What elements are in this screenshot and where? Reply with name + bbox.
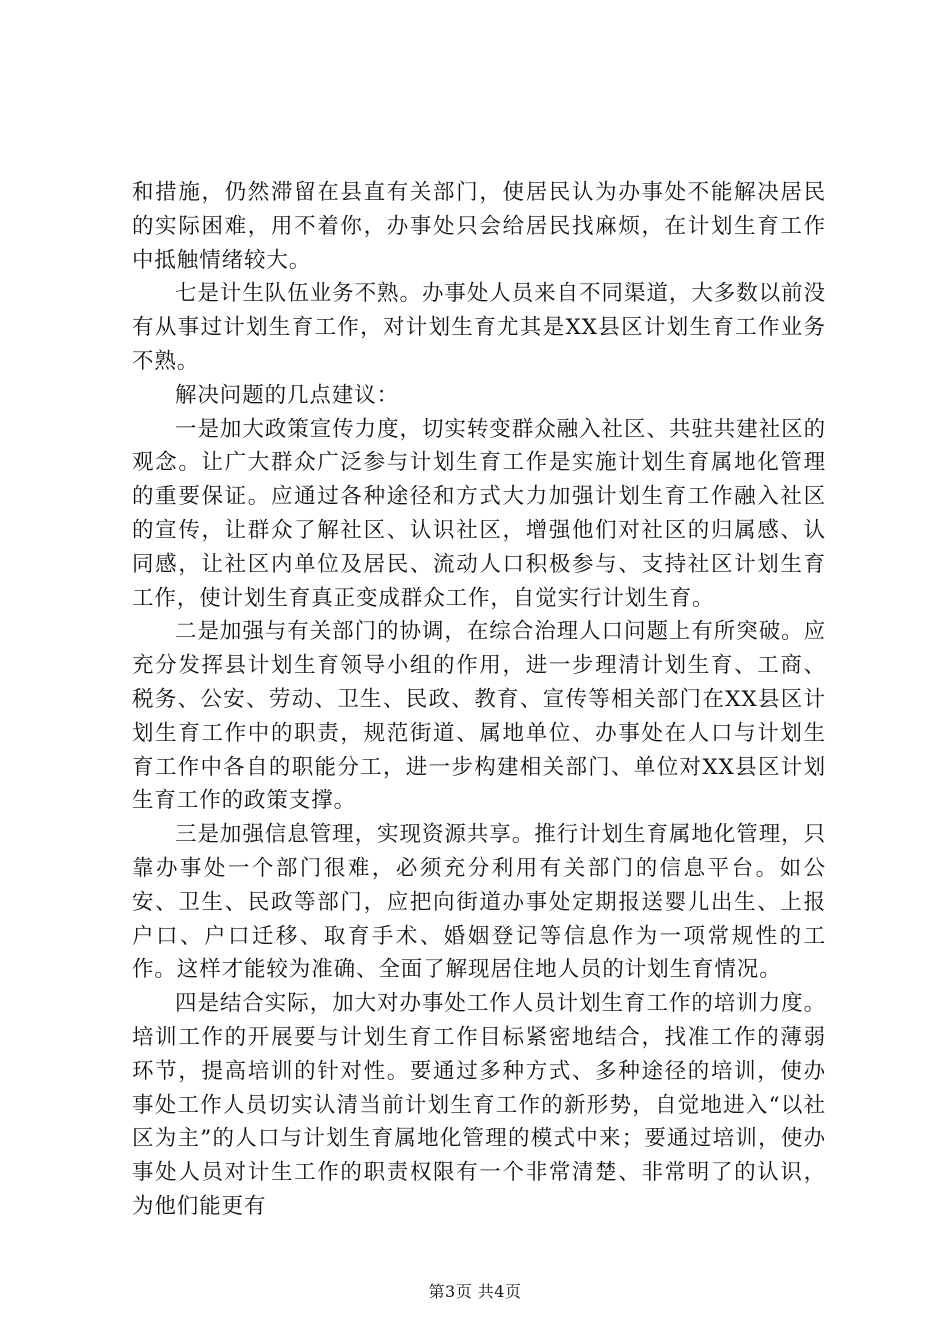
document-body: [132, 176, 826, 1224]
page-number-footer: 第3页 共4页: [428, 1282, 522, 1301]
paragraph-continuation: 和措施，仍然滞留在县直有关部门，使居民认为办事处不能解决居民的实际困难，用不着你，办事处只会给居民找麻烦，在计划生育工作中抵触情绪较大。: [132, 180, 826, 273]
paragraph-suggestion-4: 四是结合实际，加大对办事处工作人员计划生育工作的培训力度。培训工作的开展要与计划生育工作目标紧密地结合，找准工作的薄弱环节，提高培训的针对性。要通过多种方式、多种途径的培训，使办事处工作人员切实认清当前计划生育工作的新形势，自觉地进入“以社区为主”的人口与计划生育属地化管理的模式中来；要通过培训，使办事处人员对计生工作的职责权限有一个非常清楚、非常明了的认识，为他们能更有: [132, 991, 826, 1219]
paragraph-suggestion-2: 二是加强与有关部门的协调，在综合治理人口问题上有所突破。应充分发挥县计划生育领导小组的作用，进一步理清计划生育、工商、税务、公安、劳动、卫生、民政、教育、宣传等相关部门在XX县区计划生育工作中的职责，规范街道、属地单位、办事处在人口与计划生育工作中各自的职能分工，进一步构建相关部门、单位对XX县区计划生育工作的政策支撑。: [132, 619, 826, 814]
paragraph-suggestion-3: 三是加强信息管理，实现资源共享。推行计划生育属地化管理，只靠办事处一个部门很难，必须充分利用有关部门的信息平台。如公安、卫生、民政等部门，应把向街道办事处定期报送婴儿出生、上报户口、户口迁移、取育手术、婚姻登记等信息作为一项常规性的工作。这样才能较为准确、全面了解现居住地人员的计划生育情况。: [132, 822, 826, 983]
section-heading-suggestions: 解决问题的几点建议：: [175, 382, 400, 408]
paragraph-team-expertise: 七是计生队伍业务不熟。办事处人员来自不同渠道，大多数以前没有从事过计划生育工作，对计划生育尤其是XX县区计划生育工作业务不熟。: [132, 281, 826, 374]
paragraph-suggestion-1: 一是加大政策宣传力度，切实转变群众融入社区、共驻共建社区的观念。让广大群众广泛参与计划生育工作是实施计划生育属地化管理的重要保证。应通过各种途径和方式大力加强计划生育工作融入社区的宣传，让群众了解社区、认识社区，增强他们对社区的归属感、认同感，让社区内单位及居民、流动人口积极参与、支持社区计划生育工作，使计划生育真正变成群众工作，自觉实行计划生育。: [132, 416, 826, 611]
